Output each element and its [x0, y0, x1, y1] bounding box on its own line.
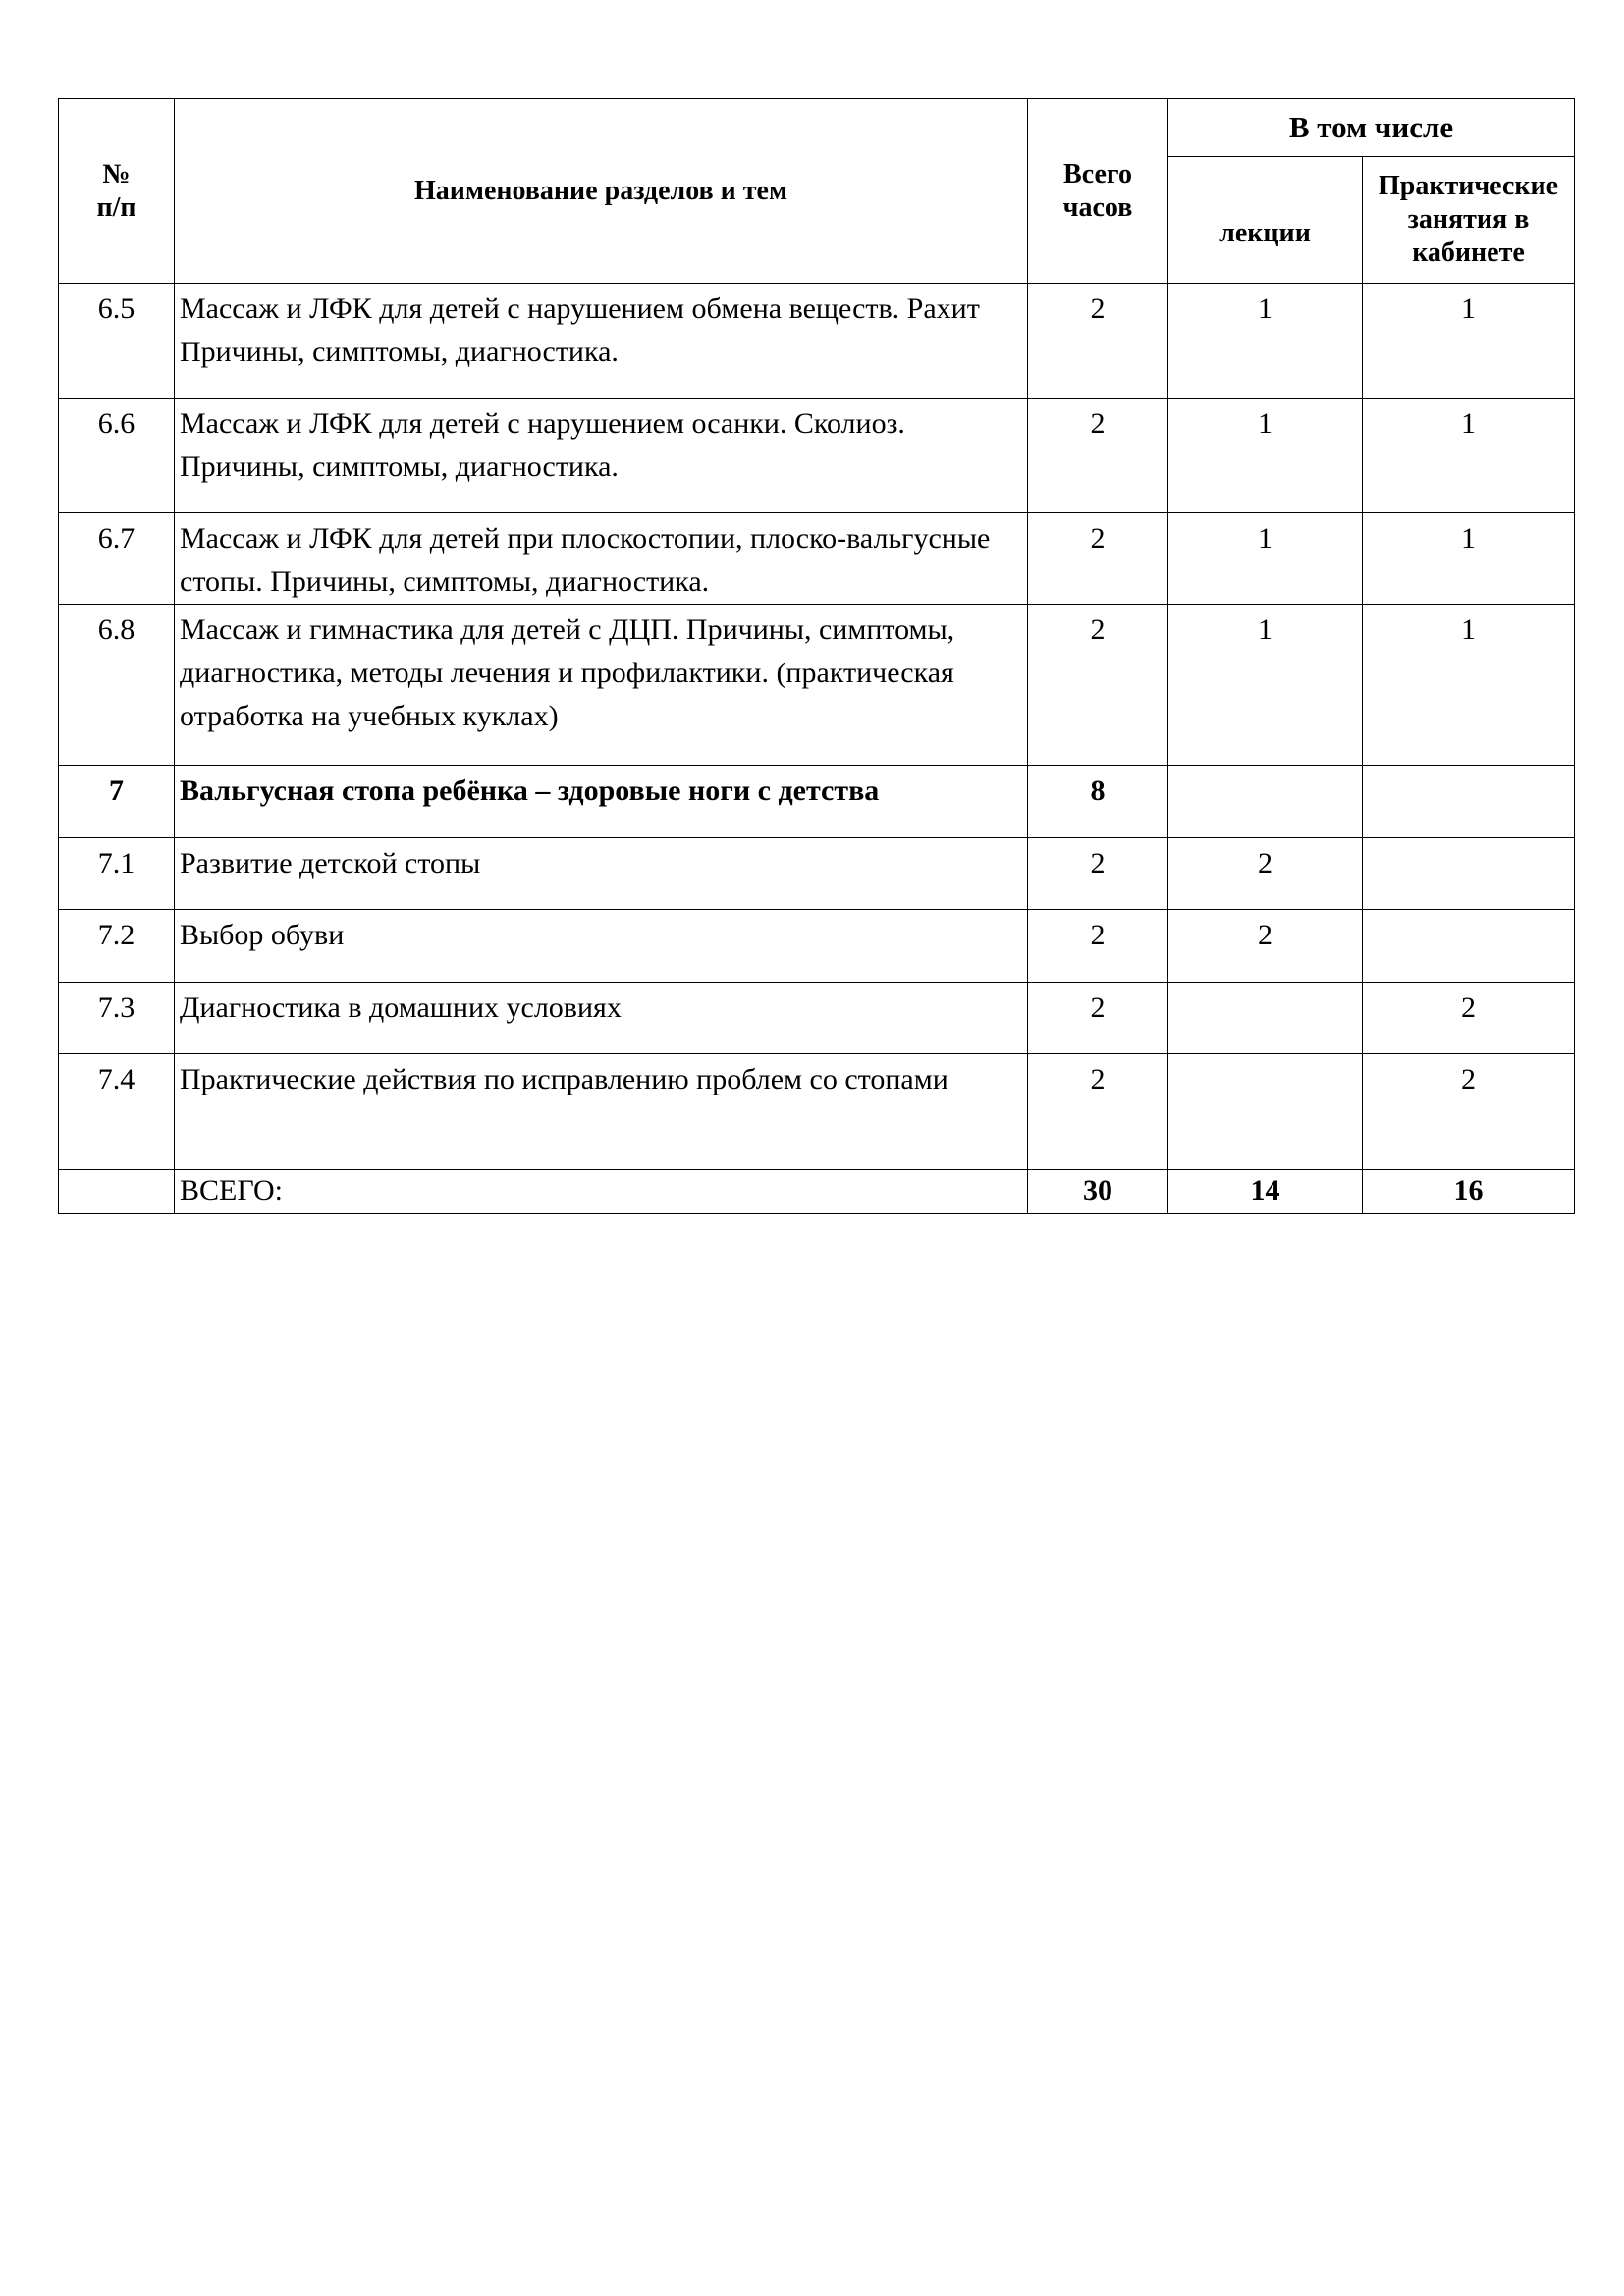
total-hours: 30: [1028, 1170, 1168, 1214]
header-total-hours: Всего часов: [1028, 99, 1168, 284]
header-practice: Практические занятия в кабинете: [1363, 157, 1575, 284]
header-group: В том числе: [1168, 99, 1575, 157]
table-row: [59, 910, 1575, 983]
row-num: 6.6: [59, 399, 175, 513]
row-lectures: 1: [1168, 605, 1363, 766]
row-title: Массаж и ЛФК для детей при плоскостопии, плоско-вальгусные стопы. Причины, симптомы, диагностика.: [175, 513, 1028, 605]
header-num: № п/п: [59, 99, 175, 284]
row-title: Выбор обуви: [175, 910, 1028, 983]
row-lectures: 2: [1168, 910, 1363, 983]
row-practice: [1363, 766, 1575, 838]
row-title: Практические действия по исправлению проблем со стопами: [175, 1054, 1028, 1170]
row-total: 8: [1028, 766, 1168, 838]
row-lectures: 1: [1168, 513, 1363, 605]
row-practice: 2: [1363, 1054, 1575, 1170]
row-practice: 1: [1363, 399, 1575, 513]
row-lectures: 1: [1168, 399, 1363, 513]
row-total: 2: [1028, 838, 1168, 910]
table-row: [59, 983, 1575, 1054]
total-practice: 16: [1363, 1170, 1575, 1214]
row-lectures: [1168, 983, 1363, 1054]
table-row: [59, 284, 1575, 399]
row-num: 7.3: [59, 983, 175, 1054]
row-num: 7.2: [59, 910, 175, 983]
row-practice: 1: [1363, 513, 1575, 605]
row-num: 7.1: [59, 838, 175, 910]
row-lectures: 2: [1168, 838, 1363, 910]
row-num: 6.8: [59, 605, 175, 766]
row-total: 2: [1028, 284, 1168, 399]
row-num: 7: [59, 766, 175, 838]
table-row: [59, 605, 1575, 766]
row-total: 2: [1028, 983, 1168, 1054]
total-row: [59, 1170, 1575, 1214]
row-practice: 1: [1363, 284, 1575, 399]
row-title: Массаж и гимнастика для детей с ДЦП. Причины, симптомы, диагностика, методы лечения и профилактики. (практическая отработка на учебных куклах): [175, 605, 1028, 766]
row-title: Массаж и ЛФК для детей с нарушением осанки. Сколиоз. Причины, симптомы, диагностика.: [175, 399, 1028, 513]
table-row: [59, 838, 1575, 910]
row-total: 2: [1028, 605, 1168, 766]
row-practice: [1363, 910, 1575, 983]
total-num: [59, 1170, 175, 1214]
row-total: 2: [1028, 399, 1168, 513]
row-total: 2: [1028, 1054, 1168, 1170]
row-lectures: [1168, 1054, 1363, 1170]
row-lectures: 1: [1168, 284, 1363, 399]
row-title: Вальгусная стопа ребёнка – здоровые ноги с детства: [175, 766, 1028, 838]
table-row: [59, 513, 1575, 605]
row-title: Массаж и ЛФК для детей с нарушением обмена веществ. Рахит Причины, симптомы, диагностика.: [175, 284, 1028, 399]
table-header: [59, 99, 1575, 284]
header-name: Наименование разделов и тем: [175, 99, 1028, 284]
row-total: 2: [1028, 513, 1168, 605]
table-row: [59, 1054, 1575, 1170]
curriculum-table: [58, 98, 1575, 1214]
row-total: 2: [1028, 910, 1168, 983]
row-practice: [1363, 838, 1575, 910]
row-practice: 1: [1363, 605, 1575, 766]
total-lectures: 14: [1168, 1170, 1363, 1214]
row-practice: 2: [1363, 983, 1575, 1054]
row-title: Диагностика в домашних условиях: [175, 983, 1028, 1054]
row-num: 6.5: [59, 284, 175, 399]
header-lectures: лекции: [1168, 157, 1363, 284]
total-label: ВСЕГО:: [175, 1170, 1028, 1214]
section-row: [59, 766, 1575, 838]
row-title: Развитие детской стопы: [175, 838, 1028, 910]
row-num: 6.7: [59, 513, 175, 605]
row-num: 7.4: [59, 1054, 175, 1170]
row-lectures: [1168, 766, 1363, 838]
table-row: [59, 399, 1575, 513]
